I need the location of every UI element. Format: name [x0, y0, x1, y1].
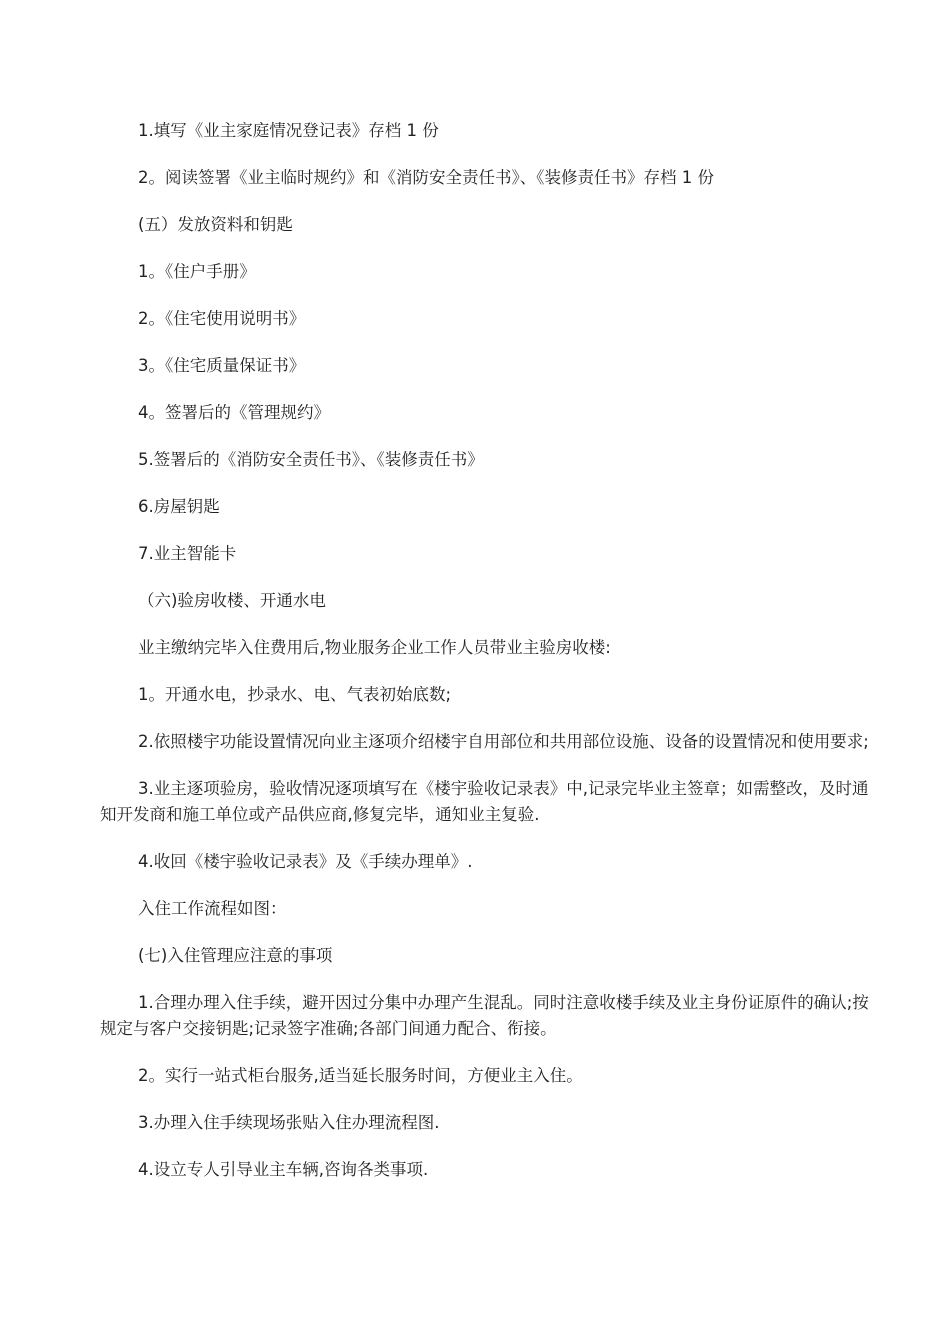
list-item: 1。开通水电，抄录水、电、气表初始底数; — [138, 685, 452, 704]
list-item: 1。《住户手册》 — [138, 262, 256, 281]
list-item: 5.签署后的《消防安全责任书》、《装修责任书》 — [138, 450, 484, 469]
list-item: 4.设立专人引导业主车辆,咨询各类事项. — [138, 1160, 429, 1179]
paragraph-2: 2。阅读签署《业主临时规约》和《消防安全责任书》、《装修责任书》存档 1 份 — [138, 168, 714, 187]
list-item: 2。实行一站式柜台服务,适当延长服务时间，方便业主入住。 — [138, 1066, 583, 1085]
paragraph-flow-note: 入住工作流程如图： — [138, 899, 287, 918]
section-heading-5: (五）发放资料和钥匙 — [138, 215, 293, 234]
list-item: 4.收回《楼宇验收记录表》及《手续办理单》. — [138, 852, 473, 871]
list-item: 2。《住宅使用说明书》 — [138, 309, 306, 328]
document-body — [100, 118, 874, 1204]
section-heading-7: (七)入住管理应注意的事项 — [138, 946, 333, 965]
paragraph-intro: 业主缴纳完毕入住费用后,物业服务企业工作人员带业主验房收楼: — [138, 638, 611, 657]
list-item: 7.业主智能卡 — [138, 544, 237, 563]
list-item: 2.依照楼宇功能设置情况向业主逐项介绍楼宇自用部位和共用部位设施、设备的设置情况和使用要求; — [138, 732, 869, 751]
list-item: 1.合理办理入住手续，避开因过分集中办理产生混乱。同时注意收楼手续及业主身份证原件的确认;按规定与客户交接钥匙;记录签字准确;各部门间通力配合、衔接。 — [100, 993, 869, 1038]
list-item: 3.办理入住手续现场张贴入住办理流程图. — [138, 1113, 440, 1132]
list-item: 4。签署后的《管理规约》 — [138, 403, 330, 422]
list-item: 3。《住宅质量保证书》 — [138, 356, 306, 375]
section-heading-6: （六)验房收楼、开通水电 — [138, 591, 326, 610]
list-item: 6.房屋钥匙 — [138, 497, 220, 516]
list-item: 3.业主逐项验房，验收情况逐项填写在《楼宇验收记录表》中,记录完毕业主签章；如需整改，及时通知开发商和施工单位或产品供应商,修复完毕，通知业主复验. — [100, 779, 869, 824]
paragraph-1: 1.填写《业主家庭情况登记表》存档 1 份 — [138, 121, 439, 140]
